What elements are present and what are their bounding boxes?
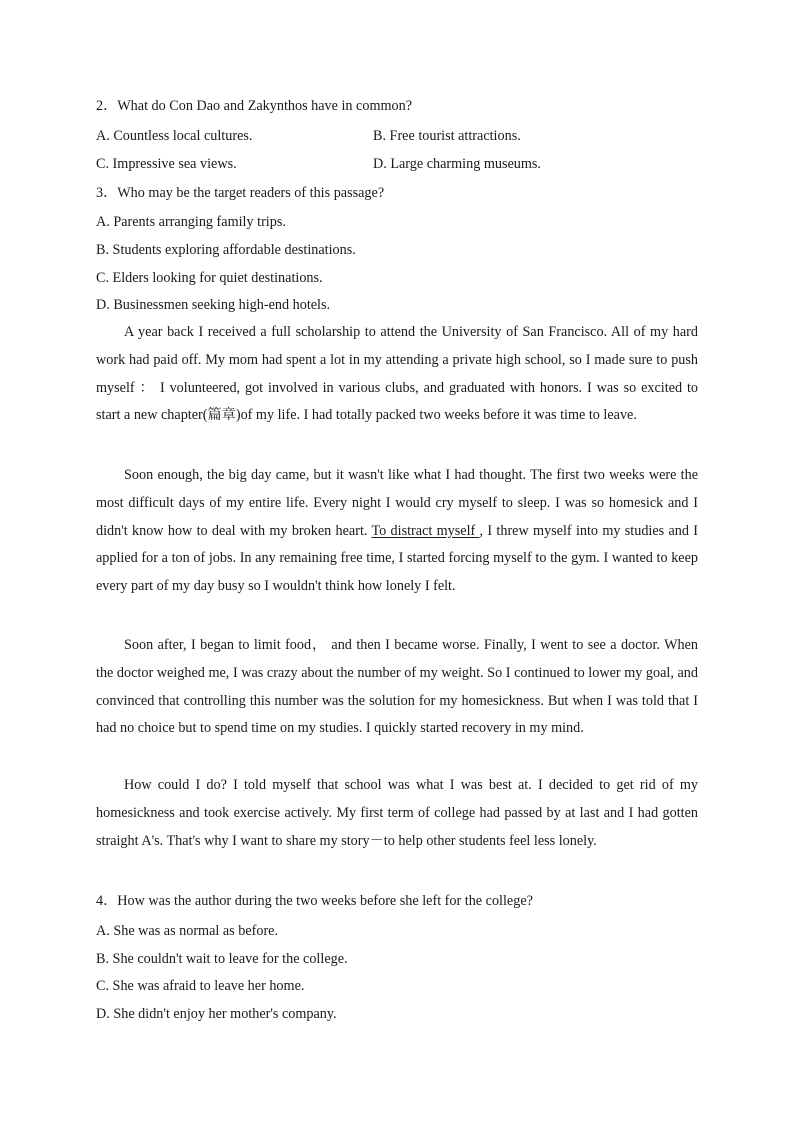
passage-paragraph-3-text: Soon after, I began to limit food， and then I became worse. Finally, I went to see a doctor. When the doctor weighed me, I was crazy about the number of my weight. So I continued to lower my goal, and convinced that controlling this number was the solution for my homesickness. But when I was told that I had no choice but to spend time on my studies. I quickly started recovery in my mind. [96,637,698,737]
passage-paragraph-3 [96,632,698,743]
question-3-option-c: C. Elders looking for quiet destinations. [96,270,323,286]
passage-paragraph-1 [96,319,698,430]
question-2-stem: 2．What do Con Dao and Zakynthos have in common? [96,98,412,114]
passage-paragraph-2 [96,462,698,601]
question-4-option-b: B. She couldn't wait to leave for the college. [96,951,348,967]
question-4-option-a: A. She was as normal as before. [96,923,279,939]
passage-paragraph-2-text [96,462,698,601]
underlined-phrase: To distract myself [371,522,480,539]
question-2-option-a: A. Countless local cultures. [96,128,253,144]
question-3-option-d: D. Businessmen seeking high-end hotels. [96,297,331,313]
question-3-option-a: A. Parents arranging family trips. [96,214,286,230]
passage-paragraph-4-text: How could I do? I told myself that school was what I was best at. I decided to get rid of my homesickness and took exercise actively. My first term of college had passed by at last and I had gotten straight A's. That's why I want to share my story－to help other students feel less lonely. [96,777,698,849]
question-4-option-d: D. She didn't enjoy her mother's company. [96,1006,337,1022]
question-4-stem: 4．How was the author during the two weeks before she left for the college? [96,893,533,909]
passage-p2-after: , I threw myself into my studies and I applied for a ton of jobs. In any remaining free time, I started forcing myself to the gym. I wanted to keep every part of my day busy so I wouldn't think how lonely I felt. [96,522,698,595]
question-2-option-c: C. Impressive sea views. [96,156,237,172]
question-2-option-b: B. Free tourist attractions. [373,128,521,144]
passage-paragraph-1-text: A year back I received a full scholarship to attend the University of San Francisco. All of my hard work had paid off. My mom had spent a lot in my attending a private high school, so I made sure to push myself ： I volunteered, got involved in various clubs, and graduated with honors. I was so excited to start a new chapter(篇章)of my life. I had totally packed two weeks before it was time to leave. [96,324,698,424]
question-3-stem: 3．Who may be the target readers of this passage? [96,185,385,201]
question-4-option-c: C. She was afraid to leave her home. [96,978,305,994]
question-2-option-d: D. Large charming museums. [373,156,541,172]
passage-paragraph-4 [96,772,698,855]
question-3-option-b: B. Students exploring affordable destinations. [96,242,356,258]
passage-p2-before: Soon enough, the big day came, but it wasn't like what I had thought. The first two weeks were the most difficult days of my entire life. Every night I would cry myself to sleep. I was so homesick and I didn't know how to deal with my broken heart. [96,467,698,539]
